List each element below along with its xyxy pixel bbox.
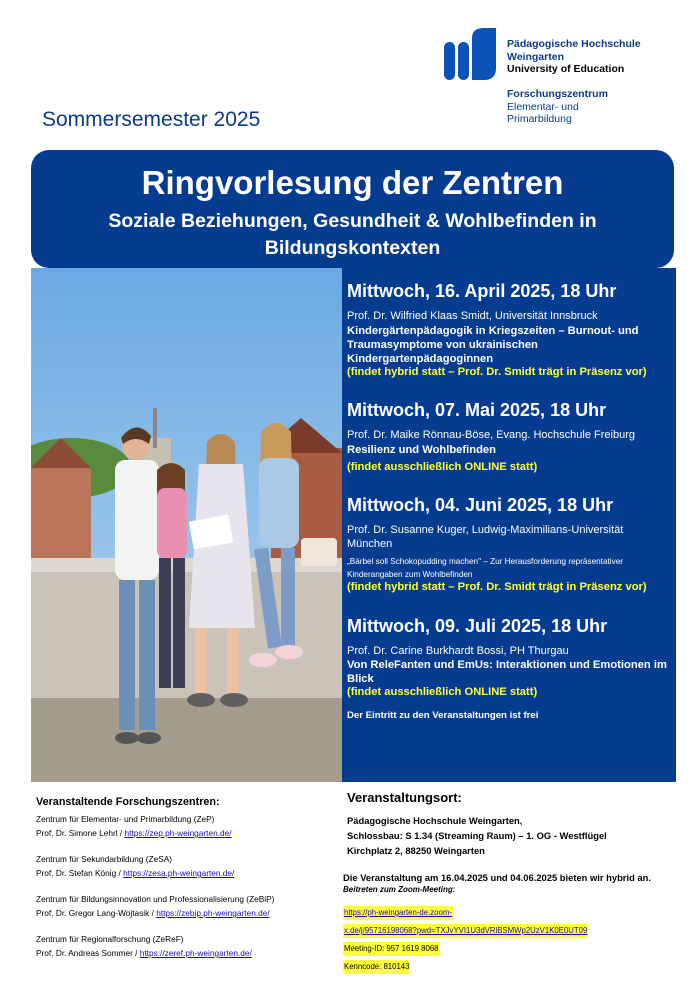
- organizer-contact: [36, 906, 336, 920]
- event-format-note: (findet ausschließlich ONLINE statt): [347, 686, 538, 698]
- event-title: Resilienz und Wohlbefinden: [347, 443, 496, 456]
- organizer-person: Prof. Dr. Andreas Sommer /: [36, 948, 140, 958]
- event-date: Mittwoch, 04. Juni 2025, 18 Uhr: [347, 495, 614, 515]
- event-date: Mittwoch, 16. April 2025, 18 Uhr: [347, 281, 617, 301]
- event-speaker: Prof. Dr. Wilfried Klaas Smidt, Universität Innsbruck: [347, 310, 598, 322]
- semester-label: Sommersemester 2025: [42, 108, 261, 131]
- organizer-link[interactable]: https://zebip.ph-weingarten.de/: [156, 908, 270, 918]
- venue-heading: Veranstaltungsort:: [347, 790, 462, 805]
- organizer-name: Zentrum für Bildungsinnovation und Professionalisierung (ZeBiP): [36, 894, 275, 904]
- event-date: Mittwoch, 09. Juli 2025, 18 Uhr: [347, 615, 608, 636]
- institution-name: [507, 38, 641, 76]
- venue-section: [343, 790, 677, 974]
- event-1: [347, 280, 670, 379]
- zoom-details: [344, 902, 677, 974]
- venue-line: Schlossbau: S 1.34 (Streaming Raum) – 1. OG - Westflügel: [347, 830, 607, 841]
- organizer-item: [36, 852, 336, 880]
- organizer-name: Zentrum für Elementar- und Primarbildung (ZeP): [36, 814, 215, 824]
- institution-line1: Pädagogische Hochschule: [507, 38, 641, 50]
- event-speaker: Prof. Dr. Carine Burkhardt Bossi, PH Thurgau: [347, 644, 569, 657]
- organizer-link[interactable]: https://zep.ph-weingarten.de/: [124, 828, 232, 838]
- organizer-contact: [36, 946, 336, 960]
- event-title: „Bärbel soll Schokopudding machen" – Zur Herausforderung repräsentativer Kinderangaben zum Wohlbefinden: [347, 557, 623, 579]
- event-title: Kindergärtenpädagogik in Kriegszeiten – Burnout- und Traumasymptome von ukrainischen Kindergartenpädagoginnen: [347, 324, 639, 365]
- event-3: [347, 494, 670, 595]
- event-2: [347, 399, 670, 474]
- event-date: Mittwoch, 07. Mai 2025, 18 Uhr: [347, 400, 607, 420]
- organizer-link[interactable]: https://zeref.ph-weingarten.de/: [139, 948, 252, 958]
- students-photo: [31, 268, 342, 782]
- event-speaker: Prof. Dr. Susanne Kuger, Ludwig-Maximilians-Universität München: [347, 524, 624, 550]
- meeting-id: Meeting-ID: 957 1619 8068: [343, 942, 440, 956]
- venue-line: Pädagogische Hochschule Weingarten,: [347, 815, 523, 826]
- center-line1: Forschungszentrum: [507, 88, 608, 100]
- venue-line: Kirchplatz 2, 88250 Weingarten: [347, 845, 485, 856]
- organizers-section: [36, 796, 336, 972]
- events-panel: [342, 268, 676, 782]
- passcode: Kenncode: 810143: [343, 960, 410, 974]
- organizer-item: [36, 892, 336, 920]
- ph-weingarten-logo: [444, 28, 496, 80]
- organizer-item: [36, 932, 336, 960]
- organizer-person: Prof. Dr. Gregor Lang-Wojtasik /: [36, 908, 157, 918]
- organizer-contact: [36, 866, 336, 880]
- banner-subtitle: Soziale Beziehungen, Gesundheit & Wohlbefinden in Bildungskontexten: [108, 210, 597, 259]
- zoom-label: Beitreten zum Zoom-Meeting:: [343, 885, 456, 894]
- title-banner: [31, 150, 674, 268]
- event-4: [347, 615, 670, 700]
- hybrid-note: Die Veranstaltung am 16.04.2025 und 04.06.2025 bieten wir hybrid an.: [343, 872, 651, 883]
- free-entry-note: Der Eintritt zu den Veranstaltungen ist frei: [347, 709, 539, 721]
- organizer-link[interactable]: https://zesa.ph-weingarten.de/: [123, 868, 235, 878]
- banner-title: Ringvorlesung der Zentren: [141, 164, 564, 201]
- institution-line3: University of Education: [507, 63, 625, 75]
- organizers-heading: Veranstaltende Forschungszentren:: [36, 796, 220, 808]
- event-format-note: (findet hybrid statt – Prof. Dr. Smidt trägt in Präsenz vor): [347, 581, 647, 593]
- organizer-person: Prof. Dr. Stefan König /: [36, 868, 124, 878]
- research-center-name: [507, 88, 608, 126]
- event-format-note: (findet hybrid statt – Prof. Dr. Smidt trägt in Präsenz vor): [347, 365, 647, 378]
- organizer-name: Zentrum für Regionalforschung (ZeReF): [36, 934, 184, 944]
- organizer-person: Prof. Dr. Simone Lehrl /: [36, 828, 125, 838]
- center-line3: Primarbildung: [507, 113, 572, 125]
- organizer-contact: [36, 826, 336, 840]
- event-title: Von ReleFanten und EmUs: Interaktionen und Emotionen im Blick: [347, 659, 667, 685]
- center-line2: Elementar- und: [507, 100, 579, 113]
- event-format-note: (findet ausschließlich ONLINE statt): [347, 460, 538, 473]
- zoom-link[interactable]: https://ph-weingarten-de.zoom-: [343, 906, 453, 920]
- zoom-link[interactable]: x.de/j/95716198068?pwd=TXJvYVI1U3dVRlBSMWp2UzV1K0E0UT09: [343, 924, 588, 938]
- organizer-name: Zentrum für Sekundarbildung (ZeSA): [36, 854, 173, 864]
- organizer-item: [36, 812, 336, 840]
- event-speaker: Prof. Dr. Maike Rönnau-Böse, Evang. Hochschule Freiburg: [347, 429, 635, 441]
- institution-line2: Weingarten: [507, 50, 564, 63]
